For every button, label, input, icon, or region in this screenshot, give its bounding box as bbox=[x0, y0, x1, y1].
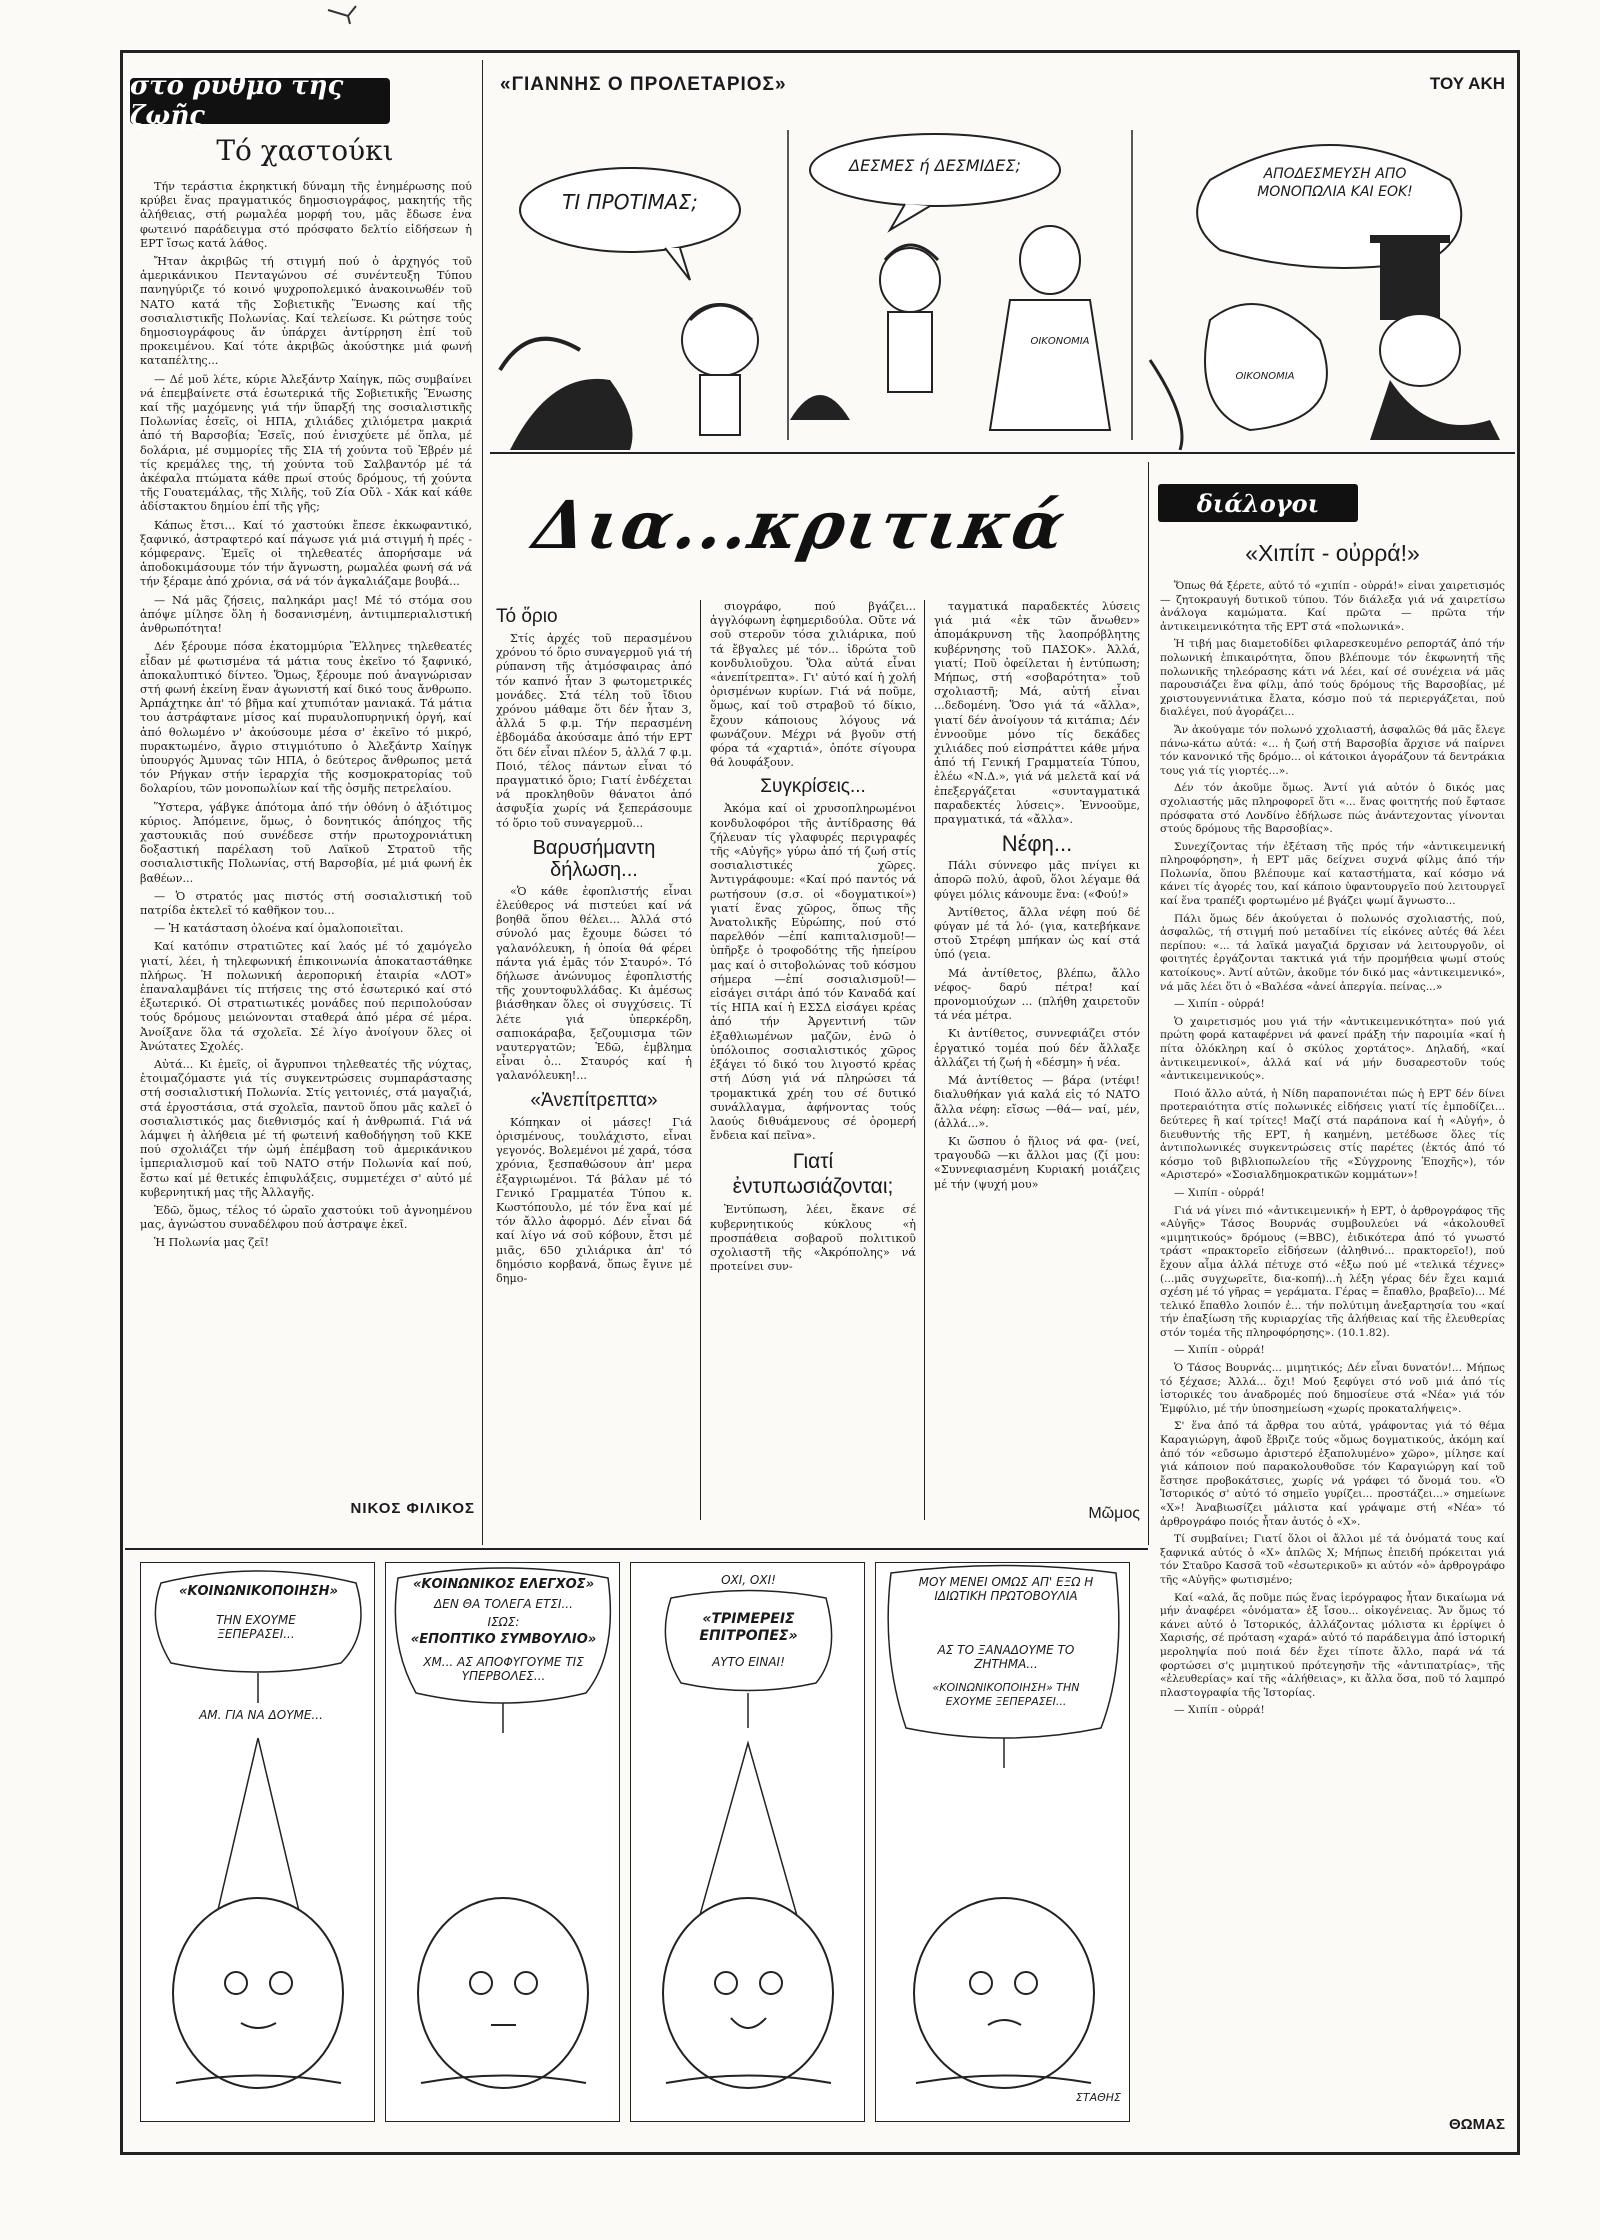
center-paragraph: Πάλι σύννεφο μᾶς πνίγει κι ἀπορῶ πολύ, ἀφοῦ, ὅλοι λέγαμε θά φύγει μόλις κάνουμε ἕνα: («Φού!» bbox=[934, 859, 1140, 901]
left-paragraph: Αὐτά... Κι ἐμεῖς, οἱ ἄγρυπνοι τηλεθεατές τῆς νύχτας, ἑτοιμαζόμαστε γιά τίς συγκεντρώσεις συμπαράστασης στή σοσιαλιστική Πολωνία. Στίς γειτονιές, στά μαγαζιά, στά ἐργοστάσια, στά σχολεῖα, παντοῦ ὅπου μᾶς καλεῖ ὁ σοσιαλιστικός μας διεθνισμός καί ἡ ἀνθρωπιά. Γιά νά λάμψει ἡ ἀλήθεια μέ τή φωτεινή καθοδήγηση τοῦ ΚΚΕ πού σχολιάζει τήν ὠμή ἐπέμβαση τοῦ ἀμερικάνικου ἰμπεριαλισμοῦ καί τοῦ ΝΑΤΟ στήν Πολωνία καί πού, ἔστω καί μέ θετικές ἐπιφυλάξεις, συμμετέχει σ' αὐτό μέ κυβερνητική μας τῆς Ἀλλαγῆς. bbox=[140, 1057, 472, 1199]
top-panel2-bubble: ΔΕΣΜΕΣ ή ΔΕΣΜΙΔΕΣ; bbox=[849, 156, 1021, 175]
center-banner-text: Δια...κριτικά bbox=[527, 486, 1073, 564]
center-paragraph: «Ὁ κάθε ἐφοπλιστής εἶναι ἐλεύθερος νά πιστεύει καί νά βοηθᾶ ὅπου θέλει... Ἀλλά στό σύνολό μας ἔχουμε δώσει τό γαλανόλευκη, ἡ ὁποία θά φέρει πάντα γιά ἐμᾶς τόν Σταυρό». Τό δήλωσε ἀνώνυμος ἐφοπλιστής τῆς χουντοφυλλάδας. Κι ἀμέσως βιάσθηκαν ὅλες οἱ συγχύσεις. Τί λέτε γιά ὑπερκέρδη, σαπιοκάραβα, ξεζουμισμα τῶν ναυτεργατῶν; Ἐδῶ, ἐμβλημα εἶναι ὁ... Σταυρός καί ἡ γαλανόλευκη!... bbox=[496, 884, 692, 1083]
right-paragraph: Τί συμβαίνει; Γιατί ὅλοι οἱ ἄλλοι μέ τά ὀνόματά τους καί ξαφνικά αὐτός ὁ «Χ» ἁπλῶς Χ; Μήπως ἐπειδή πρόκειται γιά τόν Σταῦρο Κασσᾶ τοῦ «ἐσωτερικοῦ» κι αὐτόν «ὁ» ἀρθρογράφο τῆς «Αὐγῆς» φωτισμένο; bbox=[1160, 1533, 1505, 1586]
bottom-panel2-line2: ΔΕΝ ΘΑ ΤΟΛΕΓΑ ΕΤΣΙ... bbox=[434, 1597, 573, 1611]
bottom-panel-1-art bbox=[141, 1563, 375, 2122]
rule-left-column bbox=[482, 60, 483, 1545]
scan-mark bbox=[320, 2, 380, 26]
center-paragraph: Ἐντύπωση, λέει, ἔκανε σέ κυβερνητικούς κύκλους «ἡ προσπάθεια σοβαροῦ πολιτικοῦ σχολιαστῆ τῆς «Ἀκρόπολης» νά προτείνει συν- bbox=[710, 1203, 916, 1274]
bottom-panel1-line3: ΑΜ. ΓΙΑ ΝΑ ΔΟΥΜΕ... bbox=[199, 1708, 323, 1722]
sub-heading-entyposiazontai: Γιατί ἐντυπωσιάζονται; bbox=[732, 1150, 894, 1199]
right-paragraph: Ὁ Τάσος Βουρνάς... μιμητικός; Δέν εἶναι δυνατόν!... Μήπως τό ξέχασε; Ἀλλά... ὄχι! Μού ξεφύγει στό νοῦ μιά ἀπό τίς ἱστορικές του ἀναδρομές πού δημοσίευε στά «Νέα» γιά τόν Ἐμφύλιο, μέ τήν ὑποσημείωση «χωρίς προκαταλήψεις». bbox=[1160, 1362, 1505, 1415]
right-paragraph: Σ' ἕνα ἀπό τά ἄρθρα του αὐτά, γράφοντας γιά τό θέμα Καραγιώργη, ἀφοῦ ἔβριζε τούς «ὅμως δογματικούς, ἀκόμη καί ἀπό τόν «εὔσωμο ἀριστερό ἐξαπολυμένο» χῶρο», μίλησε καί γιά κάποιον πού παρακολουθοῦσε τόν Καραγιώργη καί τοῦ ἔστησε προβοκάτσιες, χωρίς νά γράφει τό ὄνομά του. «Ὁ Ἱστορικός σ' αὐτό τό σημεῖο γυρίζει... προστάζει...» σημείωνε «Χ»! Ἀναβιωσίζει μάλιστα καί γράψαμε στή «Νέα» τό ἀρθρογράφο ποιός ἦταν ἀυτός ὁ «Χ». bbox=[1160, 1420, 1505, 1528]
center-author: Μῶμος bbox=[1088, 1505, 1140, 1522]
left-paragraph: Ἡ Πολωνία μας ζεῖ! bbox=[154, 1236, 270, 1250]
bottom-panel-2 bbox=[385, 1562, 620, 2122]
right-paragraph: Συνεχίζοντας τήν ἐξέταση τῆς πρός τήν «ἀντικειμενική πληροφόρηση», ἡ ΕΡΤ μᾶς δείχνει συχνά φίλμς ἀπό τήν Πολωνία, ὅπου βλέπουμε καί καταστήματα, καί κόσμο νά κάνει τίς ἀγορές του, καί κάποιο ὑφαντουργεῖο πού λειτουργεῖ καί ἕνα τραπέζι φορτωμένο μέ βγάζει ψωμί ἄγνωστο... bbox=[1160, 840, 1505, 908]
bottom-panel3-line2: «ΤΡΙΜΕΡΕΙΣ ΕΠΙΤΡΟΠΕΣ» bbox=[699, 1611, 798, 1644]
right-paragraph: — Χιπίπ - οὐρρά! bbox=[1174, 1186, 1265, 1199]
center-paragraph: Στίς ἀρχές τοῦ περασμένου χρόνου τό ὅριο συναγερμοῦ γιά τή ρύπανση τῆς ἀτμόσφαιρας ἀπό τόν καπνό ἦταν 3 φωτομετρικές μονάδες. Στά τέλη τοῦ ἴδιου χρόνου μάθαμε ὅτι δέν ἦταν 3, ἀλλά 5 φ.μ. Τήν περασμένη ἑβδομάδα ἀκούσαμε ἀπό τήν ΕΡΤ ὅτι δέν εἶναι πλέον 5, ἀλλά 7 φ.μ. Ποιό, τέλος πάντων εἶναι τό πραγματικό ὅριο; Γιατί ἐνδέχεται νά προκληθοῦν θάνατοι ἀπό ἀσφυξία χωρίς νά ξεπεράσουμε τό ὅριο τοῦ συναγερμοῦ... bbox=[496, 632, 692, 830]
left-article-author: ΝΙΚΟΣ ΦΙΛΙΚΟΣ bbox=[350, 1500, 475, 1517]
center-paragraph: Μά ἀντίθετος — βάρα (ντέφι! διαλυθήκαν γιά καλά εἰς τό ΝΑΤΟ ἄλλα νέφη: εἴσως —θά— ναί, μέν, (ἀλλά...». bbox=[934, 1074, 1140, 1130]
center-col-3 bbox=[934, 600, 1140, 1530]
right-paragraph: Ὁ χαιρετισμός μου γιά τήν «ἀντικειμενικότητα» πού γιά πρώτη φορά καταφέρνει νά φανεί πράξη τήν παροιμία «καί ἡ πίτα ὁλόκληρη καί ὁ σκύλος χορτάτος». Δηλαδή, «καί ἀντικειμενικοί», ἀλλά καί νά μήν δυσαρεστοῦν τούς «ἀντικειμενικούς». bbox=[1160, 1015, 1505, 1083]
top-panel3-bubble: ΑΠΟΔΕΣΜΕΥΣΗ ΑΠΟ ΜΟΝΟΠΩΛΙΑ ΚΑΙ ΕΟΚ! bbox=[1257, 166, 1413, 200]
bottom-panel4-line1: ΜΟΥ ΜΕΝΕΙ ΟΜΩΣ ΑΠ' ΕΞΩ Η ΙΔΙΩΤΙΚΗ ΠΡΩΤΟΒΟΥΛΙΑ bbox=[918, 1575, 1094, 1603]
left-paragraph: Καί κατόπιν στρατιῶτες καί λαός μέ τό χαμόγελο γιατί, λέει, ἡ τηλεφωνική ἐπικοινωνία ἀποκαταστάθηκε πλήρως. Ἡ πολωνική ἀεροπορική ἑταιρία «ΛΟΤ» ἐπαναλαμβάνει τίς πτήσεις της στό ἐσωτερικό καί στό ἐξωτερικό. Οἱ στρατιωτικές μονάδες πού περιπολούσαν τούς δρόμους μειώνονται σταθερά ἀπό μέρα σέ μέρα. Ἀνοίξανε ὅλα τά σχολεῖα. Σέ λίγο ἀνοίγουν ὅλες οἱ Ἀνώτατες Σχολές. bbox=[140, 940, 472, 1053]
center-paragraph: σιογράφο, πού βγάζει... ἀγγλόφωνη ἐφημεριδούλα. Οὔτε νά σοῦ στεροῦν τόσα χιλιάρικα, πού τά ἔβγαλες μέ τόν... ἱδρώτα τοῦ κονδυλιοῦχου. Ὅλα αὐτά εἶναι «ἀνεπίτρεπτα». Γι' αὐτό καί ἡ χολή ὁρισμένων κυρίων. Γιά νά ποῦμε, ὅμως, καί τοῦ στραβοῦ τό δίκιο, ἔχουν κάποιους λόγους νά φωνάζουν. Μέχρι νά βγοῦν στή φόρα τά «χαρτιά», ὁπότε σίγουρα θά λουφάξουν. bbox=[710, 600, 916, 770]
sub-heading-anepitrepta: «Ἀνεπίτρεπτα» bbox=[530, 1089, 658, 1111]
left-paragraph: Δέν ξέρουμε πόσα ἑκατομμύρια Ἕλληνες τηλεθεατές εἶδαν μέ φωτισμένα τά μάτια τους ἐκεῖνο τό ξαφνικό, ἀποκαλυπτικό δίντεο. Ὅμως, ξέρουμε πού ἀναγνώρισαν στή φωνή ἐκείνη ἕναν ἀγωνιστή καί δικό τους ἄνθρωπο. Ἀρπάχτηκε ἀπ' τό βῆμα καί χτυπιόταν μανιακά. Τά μάτια του ἀστράφτανε μίσος καί πυραυλοπυρηνική ὀργή, καί ἀπό θολωμένο ν' ἀκούσουμε μέσα σ' ἐκεῖνο τό μικρό, πυρακτωμένο, ἄγριο στιγμιότυπο ὁ Ἀλεξάντρ Χαίηγκ ὑπουργός Ἀμυνας τῶν ΗΠΑ, ὁ δεύτερος ἄνθρωπος μετά τόν Ρήγκαν στήν ἱεραρχία τῆς κοσμοκρατορίας τοῦ δολαρίου, τῶν μονοπωλίων καί τῆς ὀσμῆς πετρελαίου. bbox=[140, 640, 472, 796]
left-article-body bbox=[140, 180, 472, 1490]
bottom-panel-1 bbox=[140, 1562, 375, 2122]
bottom-comic-strip bbox=[130, 1562, 1140, 2122]
rule-above-bottom-comic bbox=[125, 1548, 1148, 1550]
left-paragraph: — Δέ μοῦ λέτε, κύριε Ἀλεξάντρ Χαίηγκ, πῶς συμβαίνει νά ἐπεμβαίνετε στά ἐσωτερικά τῆς Σοβιετικῆς Ἕνωσης καί τῆς μαχόμενης γιά τήν ὕπαρξή της σοσιαλιστικῆς Πολωνίας ἐσεῖς, οἱ ΗΠΑ, χιλιάδες χιλιόμετρα μακριά ἀπό τή Βαρσοβία; Ἐσεῖς, πού ἐνισχύετε μέ ὅπλα, μέ δολάρια, μέ συμμορίες τῆς ΣΙΑ τή χούντα τοῦ Ἐβρέν μέ τίς κρεμάλες της, τή χούντα τοῦ Σαλβαντόρ μέ τά ἀκέφαλα πτώματα κάθε πρωί στούς δρόμους, τή χούντα τῆς Γουατεμάλας, τῆς Χιλῆς, τοῦ Ζία Οὔλ - Χάκ καί κάθε ἀδίστακτου δημίου ἐπί τῆς γῆς; bbox=[140, 372, 472, 514]
right-column-author: ΘΩΜΑΣ bbox=[1448, 2116, 1505, 2133]
right-paragraph: — Χιπίπ - οὐρρά! bbox=[1174, 998, 1265, 1011]
center-paragraph: Κι ἀντίθετος, συννεφιάζει στόν ἐργατικό τομέα πού δέν ἄλλαξε ἀλλάζει τή ζωή ἡ «δέσμη» ἡ νέα. bbox=[934, 1027, 1140, 1069]
sub-heading-dilosi: Βαρυσήμαντη δήλωση... bbox=[532, 836, 656, 881]
top-panel3-label: ΟΙΚΟΝΟΜΙΑ bbox=[1235, 371, 1295, 382]
left-paragraph: Τήν τεράστια ἐκρηκτική δύναμη τῆς ἐνημέρωσης πού κρύβει ἕνας πραγματικός δημοσιογράφος, μακητής τῆς ἀλήθειας, στή ρωμαλέα μορφή του, μᾶς ἔδωσε ἐνα φωτεινό παράδειγμα στό πρόσφατο δελτίο εἰδήσεων ἡ ΕΡΤ ἴσως κατά λάθος. bbox=[140, 180, 472, 250]
right-paragraph: Δέν τόν ἀκοῦμε ὅμως. Ἀντί γιά αὐτόν ὁ δικός μας σχολιαστής μᾶς πληροφορεῖ ὅτι «... ἕνας φοιτητής πού ἔφτασε πρόσφατα στό Λονδίνο ἐδήλωσε πώς ἀνάντεχοντας γίνονται στούς δρόμους τῆς Βαρσοβίας». bbox=[1160, 782, 1505, 836]
left-paragraph: Κάπως ἔτσι... Καί τό χαστούκι ἔπεσε ἐκκωφαντικό, ξαφνικό, ἀστραφτερό καί πάγωσε γιά μιά στιγμή ἡ πρές - κόμφερανς. Ἐμεῖς οἱ τηλεθεατές ἀπορήσαμε νά ἀποδοκιμάσουμε τόν τήν ἄγνωστη, ρωμαλέα φωνή σά νά τήν ξέραμε ἀπό χρόνια, σά νά τόν ἀγκαλιάζαμε βουβά... bbox=[140, 518, 472, 589]
left-paragraph: — Νά μᾶς ζήσεις, παληκάρι μας! Μέ τό στόμα σου ἀπόψε μίλησε ὅλη ἡ δοσανισμένη, ἀντιιμπεριαλιστική ἀνθρωπότητα! bbox=[140, 593, 472, 636]
right-paragraph: Ἡ τιβή μας διαμετοδίδει φιλαρεσκευμένο ρεπορτάζ ἀπό τήν πολωνική ἐπικαιρότητα, ὅπου βλέπουμε τόν ἐκφωνητή τῆς πολωνικῆς τηλεόρασης κάτι νά λέει, καί σέ συνέχεια νά μᾶς παρουσιάζει ἕνα φίλμ, ἀπό τούς δρόμους τῆς Βαρσοβίας, μέ χριστουγεννιάτικα ἔλατα, κόσμο πού τά περιεργάζεται, πού διαλέγει, πού ἀγοράζει... bbox=[1160, 638, 1505, 719]
comic-author: ΤΟΥ ΑΚΗ bbox=[1429, 74, 1505, 93]
bottom-panel4-line3: «ΚΟΙΝΩΝΙΚΟΠΟΙΗΣΗ» ΤΗΝ ΕΧΟΥΜΕ ΞΕΠΕΡΑΣΕΙ... bbox=[932, 1681, 1080, 1708]
bottom-panel1-line2: ΤΗΝ ΕΧΟΥΜΕ ΞΕΠΕΡΑΣΕΙ... bbox=[216, 1613, 296, 1641]
center-paragraph: Κι ὥσπου ὁ ἥλιος νά φα- (νεί, τραγουδῶ —κι ἄλλοι μας (ζί μου: «Συννεφιασμένη Κυριακή μοιάζεις μέ τήν (ψυχή μου» bbox=[934, 1134, 1140, 1191]
sub-heading-nefi: Νέφη... bbox=[1001, 831, 1073, 857]
right-paragraph: Ποιό ἄλλο αὐτά, ἡ Νίδη παραπονιέται πώς ἡ ΕΡΤ δέν δίνει προτεραιότητα στίς πολωνικές εἰδήσεις γιατί τίς ἐμποδίζει... δεύτερες ἢ καί τρίτες! Μαζί στά παράπονα καί ἡ «Αὐγή», ὁ διευθυντής τῆς ΕΡΤ, ἡ καημένη, μετέδωσε ὅλες τίς ἀντιπολωνικές συγκεντρώσεις στίς παρέτες (ἐκτός ἀπό τό κόσμο τοῦ βιβλιοπωλείου τῆς «Σύγχρονης Ἐποχῆς»), τόν «Αριστερό» «Σοσιαλδημοκρατικῶν κομμάτων»! bbox=[1160, 1087, 1505, 1182]
sub-heading-synkriseis: Συγκρίσεις... bbox=[760, 776, 866, 798]
bottom-panel3-line3: ΑΥΤΟ ΕΙΝΑΙ! bbox=[712, 1655, 785, 1669]
bottom-panel4-line2: ΑΣ ΤΟ ΞΑΝΑΔΟΥΜΕ ΤΟ ΖΗΤΗΜΑ... bbox=[937, 1643, 1075, 1671]
left-paragraph: Ἤταν ἀκριβῶς τή στιγμή πού ὁ ἀρχηγός τοῦ ἀμερικάνικου Πενταγώνου σέ συνέντευξη Τύπου πανηγύριζε τό κοινό ψυχροπολεμικό ἀνακοινωθέν τοῦ ΝΑΤΟ κατά τῆς Σοβιετικῆς Ἕνωσης καί τῆς σοσιαλιστικῆς Πολωνίας. Καί τελείωσε. Κι ρώτησε τούς δημοσιογράφους ἄν ὑπάρχει ἀντίρρηση ἐπί τοῦ προκειμένου. Καί τότε ἀκριβῶς ἀκούστηκε μιά φωνή καταπέλτης... bbox=[140, 255, 472, 368]
top-panel2-label: ΟΙΚΟΝΟΜΙΑ bbox=[1030, 336, 1090, 347]
center-paragraph: Ἀκόμα καί οἱ χρυσοπληρωμένοι κονδυλοφόροι τῆς ἀντίδρασης θά ζήλευαν τίς γλαφυρές περιγραφές τῆς «Αὐγῆς» γύρω ἀπό τή ζωή στίς σοσιαλιστικές χῶρες. Ἀντιγράφουμε: «Καί πρό παντός νά ρωτήσουν (σ.σ. οἱ «δογματικοί») γιατί ἕνας χῶρος, ὅπως τῆς Ἀνατολικῆς Εὐρώπης, πού στό παρελθόν —ἐπί καπιταλισμοῦ!— ὑπῆρξε ὁ τροφοδότης τῆς ἠπείρου μας καί ὁ σιτοβολώνας τοῦ κόσμου σήμερα —ἐπί σοσιαλισμοῦ!— εἰσάγει σιτάρι ἀπό τόν Καναδά καί τίς ΗΠΑ καί ἡ ΕΣΣΔ εἰσάγει κρέας ἀπό τήν Ἀργεντινή τῶν ἐξαθλιωμένων μαζῶν, ἐνῶ ὁ ὑπόλοιπος σοσιαλιστικός χῶρος ἐξάγει τό δικό του λιγοστό κρέας στή Δύση γιά νά πληρώσει τά τρομακτικά χρέη του σέ δυτικό συνάλλαγμα, ἀφήνοντας τούς λαούς διθυάμενους σέ ὀρομερή ἔνδεια καί πεῖνα». bbox=[710, 802, 916, 1143]
center-col-divider-1 bbox=[700, 600, 701, 1520]
center-col-divider-2 bbox=[924, 600, 925, 1520]
right-paragraph: — Χιπίπ - οὐρρά! bbox=[1174, 1704, 1265, 1717]
center-banner bbox=[520, 470, 1080, 580]
center-paragraph: ταγματικά παραδεκτές λύσεις γιά μιά «ἐκ τῶν ἄνωθεν» ἀπομάκρυνση τῆς λαοπρόβλητης κυβέρνησης τοῦ ΠΑΣΟΚ». Ἀλλά, γιατί; Ποῦ ὀφείλεται ἡ ἐντύπωση; Μήπως, στή «σοβαρότητα» τοῦ σχολιαστῆ; Μά, αὐτή εἶναι ...δεδομένη. Ὅσο γιά τά «ἄλλα», γιατί δέν ἀνοίγουν τά κιτάπια; Δέν ἐννοοῦμε μόνο τίς δεκάδες χιλιάδες πού εἰσπράττει κάθε μήνα ἀπό τή Γενική Γραμματεία Τύπου, ἐλέω «Ν.Δ.», γιά νά μελετᾶ καί νά ἐπεξεργάζεται «συνταγματικά παραδεκτές λύσεις». Ἐννοοῦμε, πραγματικά, τά «ἄλλα». bbox=[934, 600, 1140, 827]
right-paragraph: Ὅπως θά ξέρετε, αὐτό τό «χιπίπ - οὐρρά!» εἶναι χαιρετισμός — ζητοκραυγή δυτικοῦ τύπου. Τόν διάλεξα γιά νά χαιρετίσω ἀνάλογα καμώματα. Καί πρῶτα — πρῶτα τήν ἀντικειμενικότητα τῆς ΕΡΤ στά «πολωνικά». bbox=[1160, 580, 1505, 633]
left-paragraph: — Ὁ στρατός μας πιστός στή σοσιαλιστική τοῦ πατρίδα ἐκτελεῖ τό καθῆκον του... bbox=[140, 889, 472, 917]
bottom-panel1-line1: «ΚΟΙΝΩΝΙΚΟΠΟΙΗΣΗ» bbox=[178, 1584, 339, 1599]
bottom-panel-3-art bbox=[631, 1563, 865, 2122]
center-paragraph: Κόπηκαν οἱ μάσες! Γιά ὁρισμένους, τουλάχιστο, εἶναι γεγονός. Βολεμένοι μέ χαρά, τόσα χρόνια, ξεσπαθώσουν ἀπ' μερα ἐξαγριωμένοι. Τά βάλαν μέ τό Γενικό Γραμματέα Τύπου κ. Κωστόπουλο, μέ τόν ἕνα καί μέ τόν ἄλλο ἀφορμό. Δέν εἶναι δά καί λίγο νά σοῦ κόβουν, ἔτσι μέ μιᾶς, 650 χιλιάρικα ἀπ' τό δημόσιο κορβανά, ὅπως ἔγινε μέ δημο- bbox=[496, 1115, 692, 1285]
rule-under-comic bbox=[490, 452, 1515, 454]
right-paragraph: Πάλι ὅμως δέν ἀκούγεται ὁ πολωνός σχολιαστής, πού, ἀσφαλῶς, τή στιγμή πού μεταδίνει τίς εἰκόνες αὐτές θά λέει περίπου: «... τά λαϊκά μαγαζιά δρχισαν νά λειτουργοῦν, οἱ φοιτητές ἐργάζονται τακτικά γιά τήν προμήθεια ψωμί στούς κατοίκους». Ἀντί αὐτῶν, ἀκοῦμε τόν δικό μας «ἀντικειμενικό», νά μᾶς λέει ὅτι ὁ «Βαλέσα «ἀνεί ἀπεργία. πείνας...» bbox=[1160, 912, 1505, 993]
top-panel1-bubble: ΤΙ ΠΡΟΤΙΜΑΣ; bbox=[562, 190, 698, 214]
top-comic-strip bbox=[490, 120, 1510, 450]
right-column-title: «Χιπίπ - οὐρρά!» bbox=[1245, 540, 1420, 566]
bottom-panel2-line5: ΧΜ... ΑΣ ΑΠΟΦΥΓΟΥΜΕ ΤΙΣ ΥΠΕΡΒΟΛΕΣ... bbox=[423, 1655, 584, 1683]
center-paragraph: Μά ἀντίθετος, βλέπω, ἄλλο νέφος- δαρύ πέτρα! καί προνομιούχων ... (πλήθη χαιρετοῦν τά νέα μέτρα. bbox=[934, 966, 1140, 1023]
bottom-panel3-line1: ΟΧΙ, ΟΧΙ! bbox=[721, 1573, 776, 1587]
sub-heading-orio: Τό ὅριο bbox=[496, 606, 558, 627]
right-paragraph: — Χιπίπ - οὐρρά! bbox=[1174, 1344, 1265, 1357]
right-column-body bbox=[1160, 580, 1505, 2100]
left-paragraph: — Ἡ κατάσταση ὁλοένα καί ὁμαλοποιεῖται. bbox=[154, 922, 404, 936]
bottom-panel-3 bbox=[630, 1562, 865, 2122]
left-article-title: Τό χαστούκι bbox=[216, 134, 394, 167]
bottom-panel-4 bbox=[875, 1562, 1130, 2122]
column-logo: στό ρυθμό τῆς ζωῆς bbox=[130, 78, 390, 124]
left-paragraph: Ἐδῶ, ὅμως, τέλος τό ὡραῖο χαστούκι τοῦ ἀγνοημένου μας, ἀγνώστου συναδέλφου πού ἀστραψε ἐκεῖ. bbox=[140, 1204, 472, 1232]
left-paragraph: Ὕστερα, γάβγκε ἀπότομα ἀπό τήν ὀθόνη ὁ ἀξιότιμος κύριος. Ἀπόμεινε, ὅμως, ὁ δονητικός ἀπόηχος τῆς χαστουκιᾶς πού συνέδεσε στήν πρωτοχρονιάτικη δοξαστική παρέλαση τοῦ Λαϊκοῦ Στρατοῦ τῆς σοσιαλιστικῆς Πολωνίας, στή Βαρσοβία, μέ μιά φωνή ἐκ βαθέων... bbox=[140, 800, 472, 885]
center-col-2 bbox=[710, 600, 916, 1530]
rule-right-column bbox=[1148, 462, 1149, 1545]
cartoonist-signature: ΣΤΑΘΗΣ bbox=[1075, 2091, 1121, 2104]
bottom-panel2-line1: «ΚΟΙΝΩΝΙΚΟΣ ΕΛΕΓΧΟΣ» bbox=[412, 1577, 595, 1592]
center-col-1 bbox=[496, 600, 692, 1530]
right-paragraph: Γιά νά γίνει πιό «ἀντικειμενική» ἡ ΕΡΤ, ὁ ἀρθρογράφος τῆς «Αὐγῆς» Τάσος Βουρνάς συμβουλεύει νά «ἀκολουθεῖ «μιμητικούς» δρόμους (=BBC), ἐιδικότερα ἀπό τό γνωστό τράστ «πρακτορεῖο εἰδήσεων (ἀληθινό... πρακτορεῖο!), πού ἔχουν αἷμα ἀλλά πέτυχε στό «ἐξω πού μέ «τελικά τέχνες» (...μᾶς συγχωρεῖτε, δια-κοπή)...ἡ λέξη γέρας δέν ἔχει καμιά σχέση μέ τό γῆρας = γεράματα. Γέρας = ἔπαθλο, βραβεῖο)... Μέ τελικό ἔπαθλο λοιπόν ἐ... τήν πολύτιμη ἀνεξαρτησία του «καί τήν ἐπαξίωση τῆς κυριαρχίας τῆς ἀλήθειας καί τῆς ἐλευθερίας στόν τομέα τῆς πληροφόρησης». (10.1.82). bbox=[1160, 1204, 1505, 1339]
right-column-logo: διάλογοι bbox=[1158, 484, 1358, 522]
bottom-panel2-line4: «ΕΠΟΠΤΙΚΟ ΣΥΜΒΟΥΛΙΟ» bbox=[410, 1632, 597, 1647]
right-paragraph: Ἄν ἀκούγαμε τόν πολωνό χχολιαστή, ἀσφαλῶς θά μᾶς ἔλεγε πάνω-κάτω αὐτά: «... ἡ ζωή στή Βαρσοβία ἄρχισε νά παίρνει τόν κανονικό τῆς δρόμο... οἱ κάτοικοι ἀγοράζουν τά δεντράκια τους γιά τίς γιορτές...». bbox=[1160, 723, 1505, 777]
right-paragraph: Καί «αλά, ἄς ποῦμε πώς ἕνας ἱερόγραφος ἦταν δικαίωμα νά μήν ἀναφέρει «ὀνόματα» ἐξ ἴσου... οἰκογένειας. Ἄν ὅμως τό κάνει αὐτό ὁ Ἱστορικός, ἀλλάζοντας μόλιστα κι ἐρρίψει ὁ Χαρισής, σέ πρόταση «χαρά» αὐτό τό παράδειγμα ἀπό ἱστορική μεροληψία πού ποιά δέν ἔχει τίποτε ἄλλο, παρά νά τά φορτώσει σ'ς μιμητικού πρότεγησῆν τῆς «ἀντιπατρίας», τῆς «ἐλευθερίας» καί τῆς «ἀλήθειας», κι ἄλλα ὅσα, ποῦ τό λαμπρό πλαστογραφία τῆς Ἱστορίας. bbox=[1160, 1591, 1505, 1699]
bottom-panel2-line3: ΙΣΩΣ: bbox=[487, 1615, 520, 1629]
comic-title: «ΓΙΑΝΝΗΣ Ο ΠΡΟΛΕΤΑΡΙΟΣ» bbox=[500, 74, 787, 95]
center-paragraph: Ἀντίθετος, ἄλλα νέφη πού δέ φύγαν μέ τά λό- (για, κατεβήκανε στοῦ Στρέφη μπήκαν ὡς καί στά ὑπό (γεια. bbox=[934, 905, 1140, 962]
